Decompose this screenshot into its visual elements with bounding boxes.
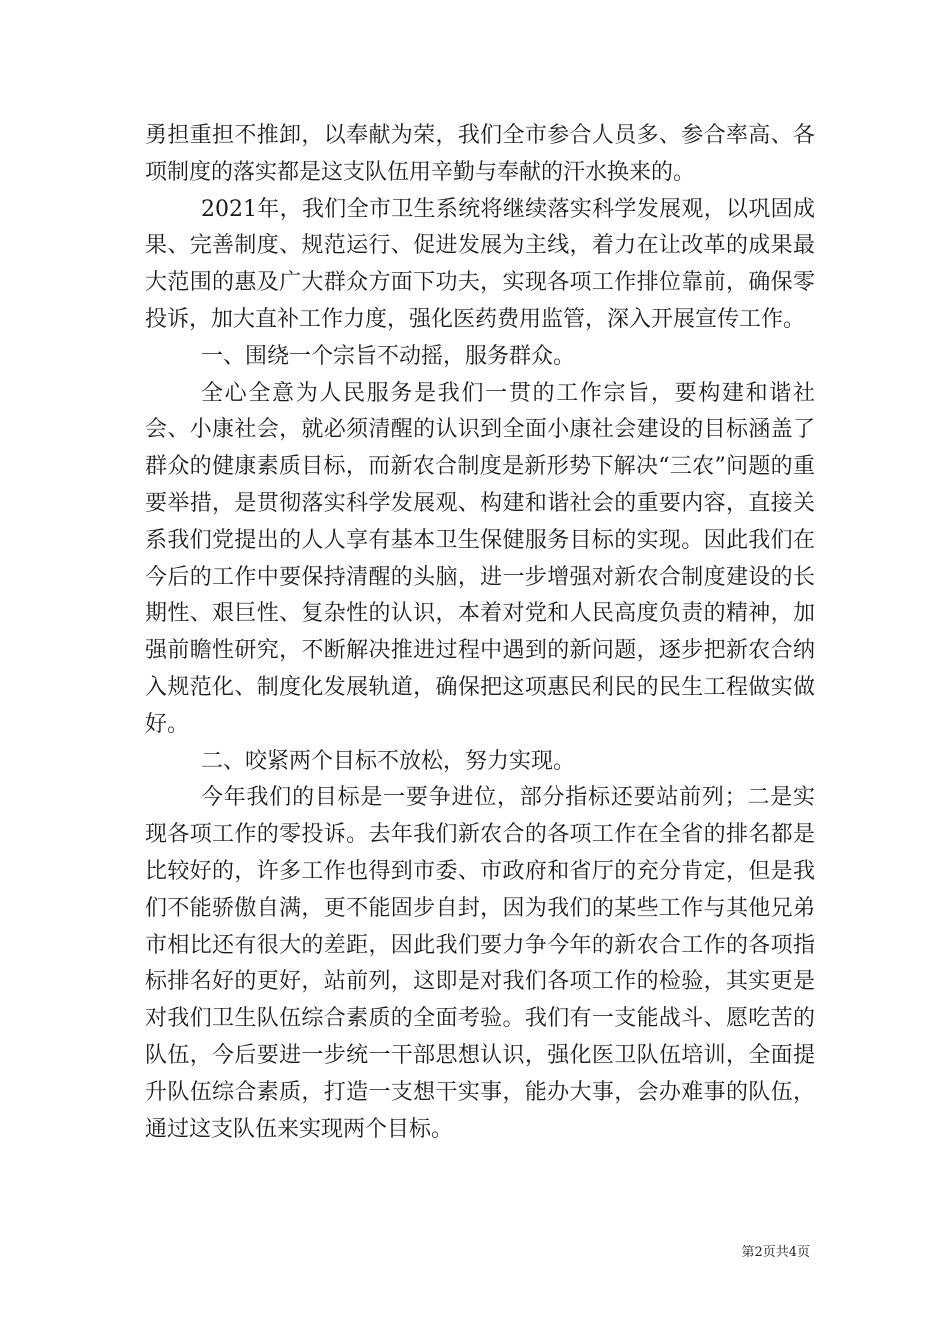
section-heading-one: 一、围绕一个宗旨不动摇，服务群众。: [201, 343, 576, 369]
paragraph-plan-2021: 2021年，我们全市卫生系统将继续落实科学发展观，以巩固成果、完善制度、规范运行、促进发展为主线，着力在让改革的成果最大范围的惠及广大群众方面下功夫，实现各项工作排位靠前，确保零投诉，加大直补工作力度，强化医药费用监管，深入开展宣传工作。: [145, 196, 815, 332]
page-number-footer: 第2页共4页: [741, 1245, 810, 1260]
section-heading-two: 二、咬紧两个目标不放松，努力实现。: [201, 748, 576, 774]
paragraph-continuation: 勇担重担不推卸，以奉献为荣，我们全市参合人员多、参合率高、各项制度的落实都是这支队伍用辛勤与奉献的汗水换来的。: [145, 123, 815, 185]
document-body: [145, 118, 815, 1148]
paragraph-two-goals: 今年我们的目标是一要争进位，部分指标还要站前列；二是实现各项工作的零投诉。去年我们新农合的各项工作在全省的排名都是比较好的，许多工作也得到市委、市政府和省厅的充分肯定，但是我们不能骄傲自满，更不能固步自封，因为我们的某些工作与其他兄弟市相比还有很大的差距，因此我们要力争今年的新农合工作的各项指标排名好的更好，站前列，这即是对我们各项工作的检验，其实更是对我们卫生队伍综合素质的全面考验。我们有一支能战斗、愿吃苦的队伍，今后要进一步统一干部思想认识，强化医卫队伍培训，全面提升队伍综合素质，打造一支想干实事，能办大事，会办难事的队伍，通过这支队伍来实现两个目标。: [145, 785, 815, 1142]
paragraph-serve-people: 全心全意为人民服务是我们一贯的工作宗旨，要构建和谐社会、小康社会，就必须清醒的认识到全面小康社会建设的目标涵盖了群众的健康素质目标，而新农合制度是新形势下解决“三农”问题的重要举措，是贯彻落实科学发展观、构建和谐社会的重要内容，直接关系我们党提出的人人享有基本卫生保健服务目标的实现。因此我们在今后的工作中要保持清醒的头脑，进一步增强对新农合制度建设的长期性、艰巨性、复杂性的认识，本着对党和人民高度负责的精神，加强前瞻性研究，不断解决推进过程中遇到的新问题，逐步把新农合纳入规范化、制度化发展轨道，确保把这项惠民利民的民生工程做实做好。: [145, 380, 815, 737]
